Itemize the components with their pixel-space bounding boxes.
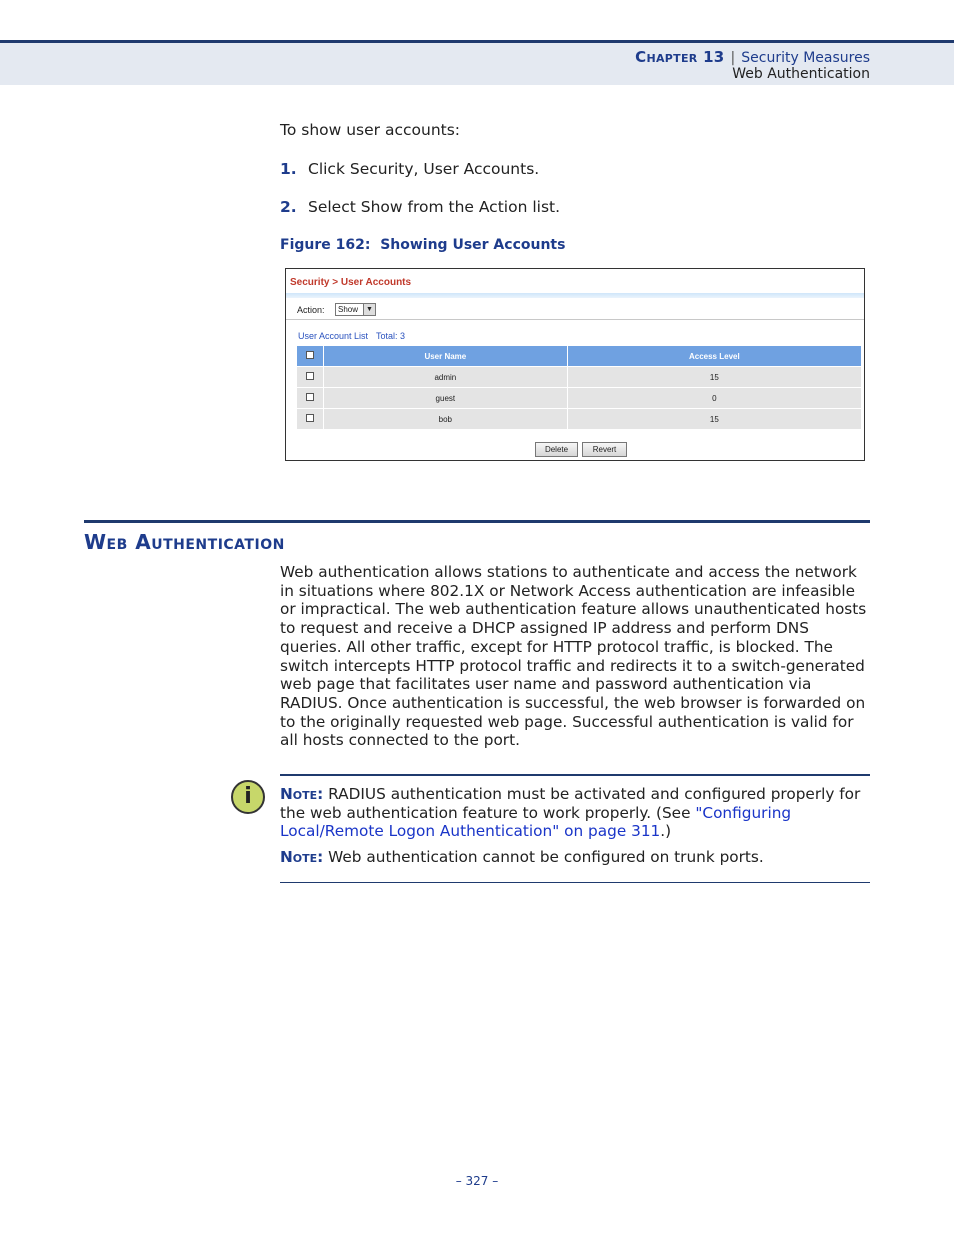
note-info-icon: i: [231, 780, 265, 814]
note-1-text: RADIUS authentication must be activated and configured properly for the web authentication feature to work properly. (See: [280, 785, 861, 822]
select-all-cell: [297, 346, 324, 367]
figure-caption: Figure 162: Showing User Accounts: [280, 237, 566, 253]
action-label: Action:: [297, 305, 325, 315]
intro-text: To show user accounts:: [280, 121, 461, 139]
row-checkbox-cell: [297, 409, 324, 430]
body-paragraph: Web authentication allows stations to authenticate and access the network in situations where 802.1X or Network Access authentication are infeasible or impractical. The web authentication feature allows unauthenticated hosts to request and receive a DHCP assigned IP address and perform DNS queries. All other traffic, except for HTTP protocol traffic, is blocked. The switch intercepts HTTP protocol traffic and redirects it to a switch-generated web page that facilitates user name and password authentication via RADIUS. Once authentication is successful, the web browser is forwarded on to the originally requested web page. Successful authentication is valid for all hosts connected to the port.: [280, 563, 867, 750]
table-header-row: [297, 346, 862, 367]
section-rule: [84, 520, 870, 523]
access-level-cell: 0: [567, 388, 861, 409]
step-text: Click Security, User Accounts.: [308, 160, 540, 178]
note-1: [280, 785, 872, 841]
step-number: 1.: [280, 160, 297, 178]
title-divider: [286, 293, 864, 298]
note-2: [280, 848, 872, 867]
note-2-text: Web authentication cannot be configured on trunk ports.: [328, 848, 764, 866]
select-all-checkbox[interactable]: [306, 351, 314, 359]
header-section: Security Measures: [741, 50, 870, 66]
step-1: [280, 160, 539, 178]
table-row: [297, 388, 862, 409]
table-row: [297, 409, 862, 430]
revert-button[interactable]: Revert: [582, 442, 627, 457]
list-title-label: User Account List: [298, 331, 369, 341]
cross-reference-link[interactable]: "Configuring Local/Remote Logon Authentication" on page 311: [280, 803, 792, 841]
row-checkbox[interactable]: [306, 372, 314, 380]
action-select-value: Show: [338, 305, 359, 314]
header-chapter-line: [635, 48, 870, 66]
step-number: 2.: [280, 198, 297, 216]
header-separator: |: [730, 50, 736, 66]
breadcrumb: Security > User Accounts: [290, 277, 412, 288]
note-bottom-rule: [280, 882, 870, 883]
access-level-cell: 15: [567, 409, 861, 430]
page-number: – 327 –: [455, 1174, 499, 1188]
chapter-label: Chapter 13: [635, 48, 725, 66]
section-title: Web Authentication: [84, 530, 285, 554]
running-header: [0, 40, 954, 85]
user-name-cell: guest: [324, 388, 568, 409]
action-select[interactable]: [335, 303, 376, 316]
step-2: [280, 198, 560, 216]
header-subsection: Web Authentication: [732, 66, 870, 82]
note-top-rule: [280, 774, 870, 776]
note-label: Note:: [280, 785, 324, 803]
column-header-user-name: User Name: [324, 346, 568, 367]
delete-button[interactable]: Delete: [535, 442, 578, 457]
row-checkbox[interactable]: [306, 393, 314, 401]
list-total: Total: 3: [376, 331, 406, 341]
row-checkbox[interactable]: [306, 414, 314, 422]
note-1-end: .): [660, 822, 672, 841]
user-name-cell: admin: [324, 367, 568, 388]
row-checkbox-cell: [297, 367, 324, 388]
divider: [286, 319, 864, 320]
list-title: [298, 331, 405, 341]
figure-screenshot: [285, 268, 865, 461]
step-text: Select Show from the Action list.: [308, 198, 561, 216]
column-header-access-level: Access Level: [567, 346, 861, 367]
table-row: [297, 367, 862, 388]
access-level-cell: 15: [567, 367, 861, 388]
note-label: Note:: [280, 848, 324, 866]
row-checkbox-cell: [297, 388, 324, 409]
user-name-cell: bob: [324, 409, 568, 430]
dropdown-arrow-icon[interactable]: ▼: [363, 304, 375, 315]
user-accounts-table: [296, 345, 862, 430]
